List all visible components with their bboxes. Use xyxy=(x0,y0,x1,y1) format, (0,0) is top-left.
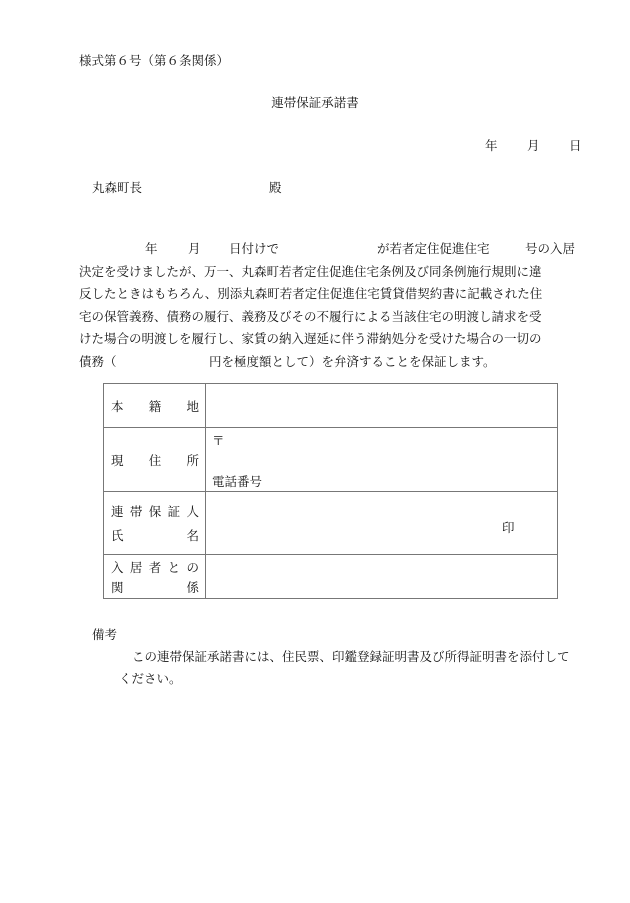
relation-bottom-char: 関 xyxy=(111,579,124,595)
guarantor-char: 保 xyxy=(148,504,162,519)
address-char: 住 xyxy=(148,452,162,468)
guarantor-char: 人 xyxy=(186,504,199,519)
body-debt-prefix: 債務（ xyxy=(79,353,117,369)
relation-char: の xyxy=(186,559,199,575)
relation-label xyxy=(104,555,206,599)
address-char: 所 xyxy=(186,452,199,468)
relation-char: 居 xyxy=(129,559,143,575)
honseki-char: 本 xyxy=(111,398,124,414)
body-line-5: けた場合の明渡しを履行し、家賃の納入遅延に伴う滞納処分を受けた場合の一切の xyxy=(79,331,542,346)
body-year-label: 年 xyxy=(145,241,158,256)
guarantor-char: 証 xyxy=(167,504,181,519)
honseki-value-cell[interactable] xyxy=(206,384,558,428)
body-paragraph xyxy=(79,238,582,373)
guarantor-value-cell[interactable] xyxy=(206,492,558,555)
honseki-char: 籍 xyxy=(148,398,162,414)
date-year-label: 年 xyxy=(485,138,498,153)
row-address xyxy=(104,428,558,492)
body-month-label: 月 xyxy=(188,241,201,256)
body-debt-suffix: 円を極度額として）を弁済することを保証します。 xyxy=(209,353,496,369)
relation-bottom-char: 係 xyxy=(186,579,199,595)
addressee-name: 丸森町長 xyxy=(92,180,143,195)
body-line-3: 反したときはもちろん、別添丸森町若者定住促進住宅賃貸借契約書に記載された住 xyxy=(79,286,543,301)
seal-mark: 印 xyxy=(502,520,515,535)
address-value-cell[interactable] xyxy=(206,428,558,492)
body-middle-text: が若者定住促進住宅 xyxy=(377,241,490,256)
document-title: 連帯保証承諾書 xyxy=(271,95,359,110)
guarantor-name-char: 名 xyxy=(186,528,199,543)
body-number-suffix: 号の入居 xyxy=(525,241,576,256)
guarantor-label xyxy=(104,492,206,555)
body-line-2: 決定を受けましたが、万一、丸森町若者定住促進住宅条例及び同条例施行規則に違 xyxy=(79,263,542,279)
addressee-honorific: 殿 xyxy=(269,180,282,195)
relation-char: と xyxy=(167,559,181,575)
honseki-label xyxy=(104,384,206,428)
relation-char: 者 xyxy=(148,559,162,575)
address-char: 現 xyxy=(111,452,124,468)
address-label xyxy=(104,428,206,492)
body-date-suffix: 日付けで xyxy=(229,241,280,256)
relation-char: 入 xyxy=(111,559,124,575)
row-relation xyxy=(104,555,558,599)
notes-body: この連帯保証承諾書には、住民票、印鑑登録証明書及び所得証明書を添付してください。 xyxy=(119,649,570,686)
guarantor-name-char: 氏 xyxy=(111,528,124,543)
honseki-char: 地 xyxy=(186,398,199,414)
body-line-6 xyxy=(79,351,582,374)
notes-title: 備考 xyxy=(92,627,118,642)
guarantor-char: 帯 xyxy=(129,504,143,519)
row-honseki xyxy=(104,384,558,428)
date-month-label: 月 xyxy=(527,138,540,153)
guarantor-table xyxy=(103,383,558,599)
body-line-1 xyxy=(79,238,582,261)
date-day-label: 日 xyxy=(569,138,582,153)
relation-value-cell[interactable] xyxy=(206,555,558,599)
guarantor-char: 連 xyxy=(111,504,124,519)
row-guarantor xyxy=(104,492,558,555)
body-line-4: 宅の保管義務、債務の履行、義務及びその不履行による当該住宅の明渡し請求を受 xyxy=(79,308,542,324)
postal-mark: 〒 xyxy=(212,433,225,448)
form-number: 様式第６号（第６条関係） xyxy=(79,53,230,68)
phone-label: 電話番号 xyxy=(212,474,263,489)
